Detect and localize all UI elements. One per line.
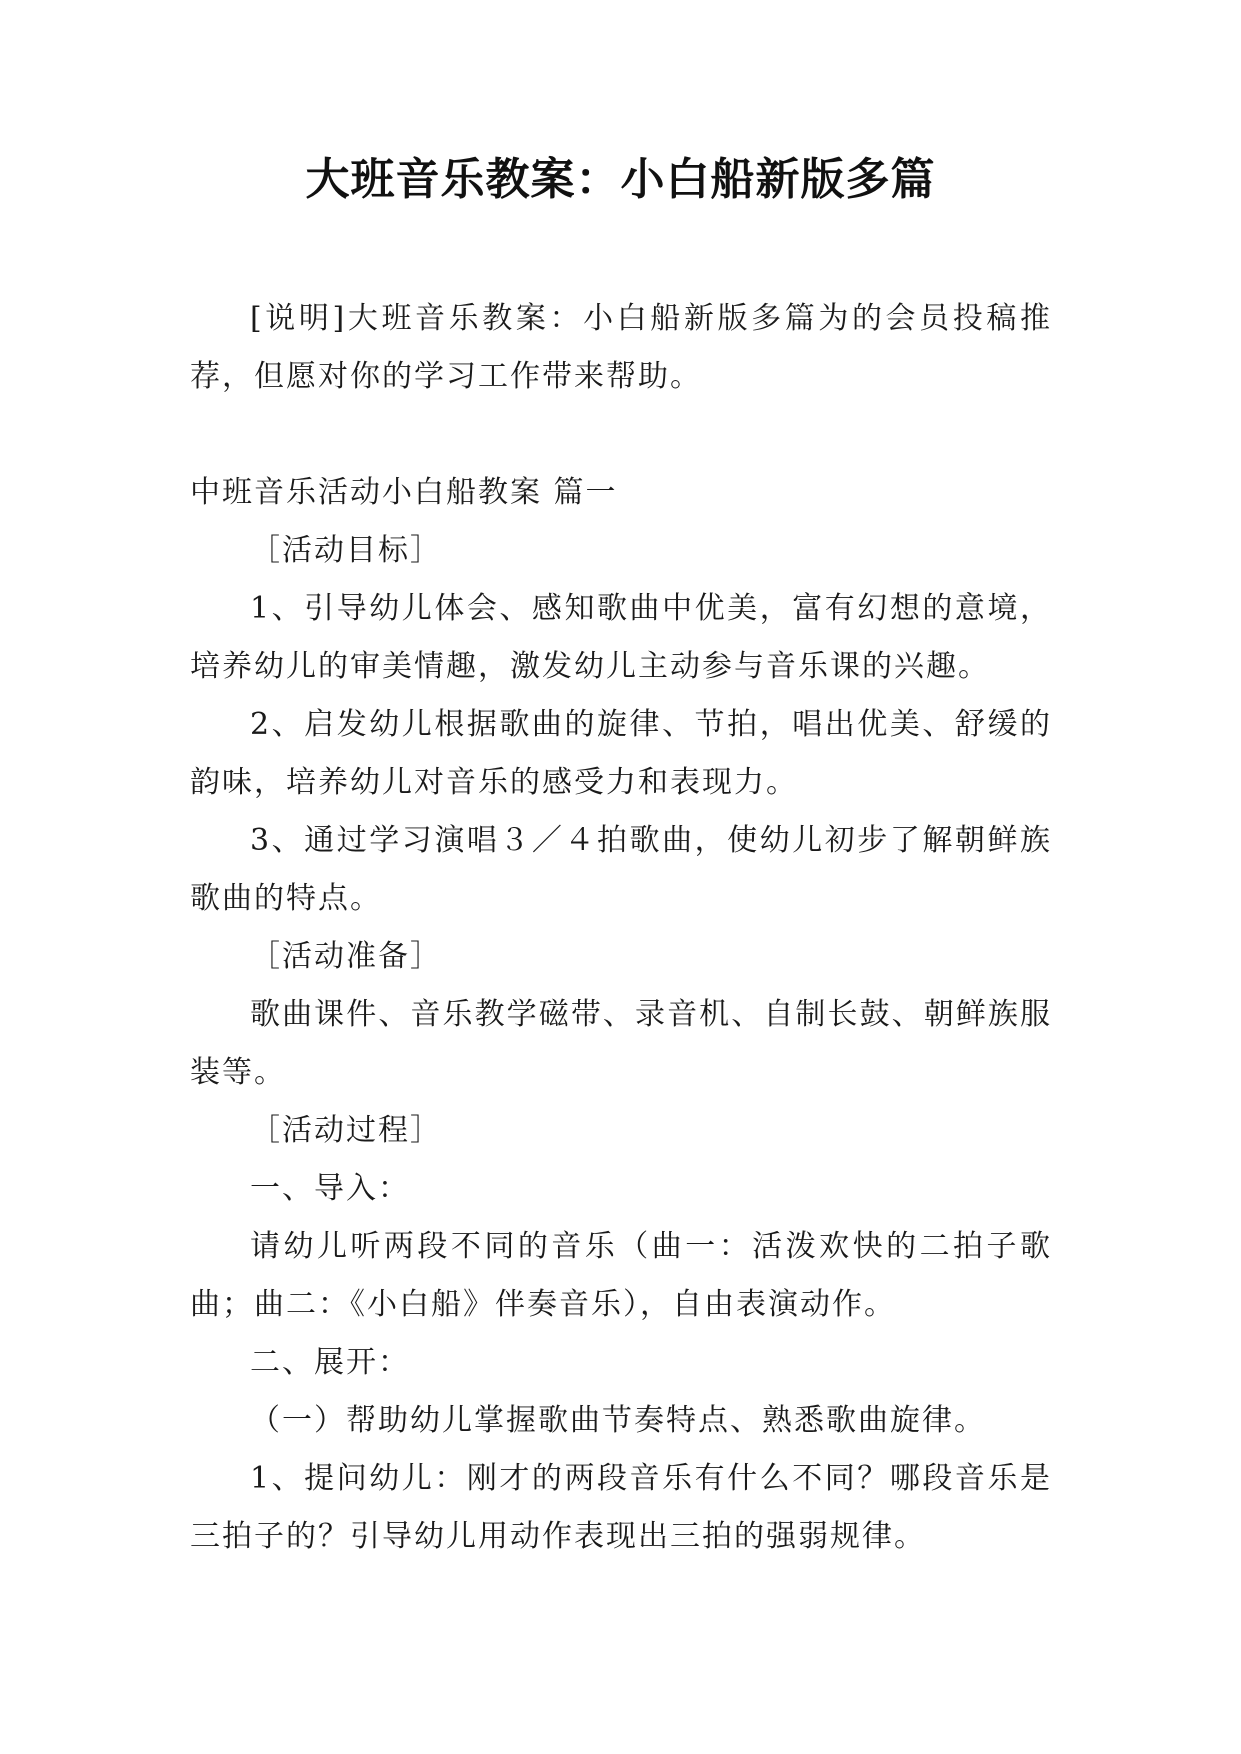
activity-process-heading: ［活动过程］ — [250, 1113, 442, 1148]
activity-goals-heading: ［活动目标］ — [250, 533, 442, 568]
goal-item-1: 1、引导幼儿体会、感知歌曲中优美，富有幻想的意境，培养幼儿的审美情趣，激发幼儿主动参与音乐课的兴趣。 — [190, 591, 1052, 684]
goal-item-2: 2、启发幼儿根据歌曲的旋律、节拍，唱出优美、舒缓的韵味，培养幼儿对音乐的感受力和表现力。 — [190, 707, 1052, 800]
document-title: 大班音乐教案：小白船新版多篇 — [305, 154, 936, 205]
question-paragraph: 1、提问幼儿：刚才的两段音乐有什么不同？哪段音乐是三拍子的？引导幼儿用动作表现出三拍的强弱规律。 — [190, 1461, 1052, 1554]
sub-step-1-heading: （一）帮助幼儿掌握歌曲节奏特点、熟悉歌曲旋律。 — [250, 1403, 986, 1438]
activity-preparation-heading: ［活动准备］ — [250, 939, 442, 974]
section-heading: 中班音乐活动小白船教案 篇一 — [190, 475, 618, 510]
intro-paragraph: [说明]大班音乐教案：小白船新版多篇为的会员投稿推荐，但愿对你的学习工作带来帮助。 — [190, 301, 1052, 394]
step-introduction-heading: 一、导入： — [250, 1171, 410, 1206]
preparation-paragraph: 歌曲课件、音乐教学磁带、录音机、自制长鼓、朝鲜族服装等。 — [190, 997, 1052, 1090]
introduction-paragraph: 请幼儿听两段不同的音乐（曲一：活泼欢快的二拍子歌曲；曲二：《小白船》伴奏音乐），自由表演动作。 — [190, 1229, 1052, 1322]
document-body — [190, 290, 1052, 1566]
goal-item-3: 3、通过学习演唱３／４拍歌曲，使幼儿初步了解朝鲜族歌曲的特点。 — [190, 823, 1052, 916]
step-expansion-heading: 二、展开： — [250, 1345, 410, 1380]
